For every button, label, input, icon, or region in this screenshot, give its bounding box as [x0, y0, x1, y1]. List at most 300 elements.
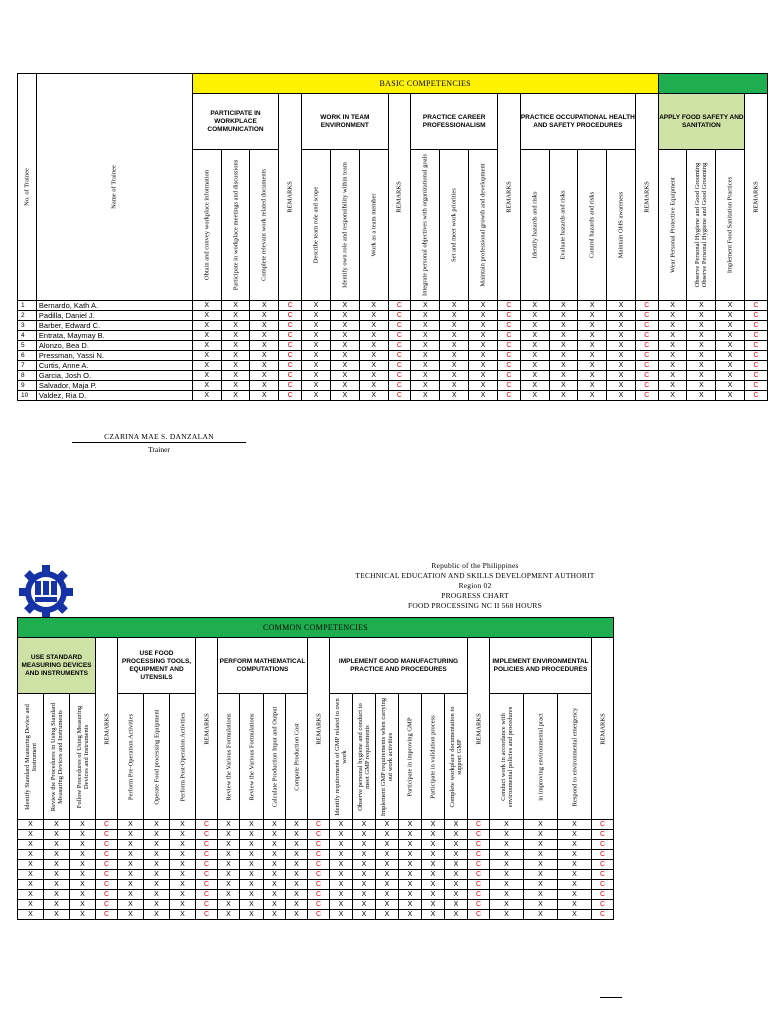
competency-item-header	[399, 694, 422, 820]
mark-cell: X	[192, 361, 221, 371]
mark-cell: X	[144, 890, 170, 900]
mark-cell: X	[578, 361, 607, 371]
table-row	[18, 391, 768, 401]
competency-group-title: APPLY FOOD SAFETY AND SANITATION	[658, 94, 744, 150]
competency-item-header	[144, 694, 170, 820]
mark-cell: X	[302, 371, 331, 381]
mark-cell: X	[218, 830, 240, 840]
mark-cell: X	[399, 910, 422, 920]
mark-cell: X	[440, 311, 469, 321]
mark-cell: X	[330, 830, 353, 840]
mark-cell: X	[716, 381, 745, 391]
mark-cell: X	[520, 381, 549, 391]
competency-item-header-text: Set and meet work priorities	[450, 188, 458, 262]
mark-cell: X	[221, 361, 250, 371]
remark-cell: C	[745, 301, 768, 311]
remark-cell: C	[308, 890, 330, 900]
competency-item-header-wrap	[399, 694, 421, 819]
competency-item-header-wrap	[330, 694, 352, 819]
remark-cell: C	[498, 391, 521, 401]
mark-cell: X	[250, 361, 279, 371]
mark-cell: X	[170, 850, 196, 860]
remark-cell: C	[592, 890, 614, 900]
mark-cell: X	[399, 890, 422, 900]
mark-cell: X	[192, 311, 221, 321]
competency-item-header	[440, 150, 469, 301]
trainee-number: 10	[18, 391, 37, 401]
competency-item-header-text: in improving environmental pract	[537, 712, 544, 801]
competency-item-header-text: Conduct work in accordance with environmental policies and procedures	[499, 706, 514, 807]
mark-cell: X	[118, 850, 144, 860]
competency-item-header-text: Perform Pre-Operation Activities	[127, 713, 134, 800]
mark-cell: X	[286, 860, 308, 870]
mark-cell: X	[558, 860, 592, 870]
competency-item-header-wrap	[687, 150, 715, 300]
header-line: FOOD PROCESSING NC II 568 HOURS	[408, 601, 542, 610]
competency-item-header-wrap	[144, 694, 169, 819]
remark-cell: C	[498, 311, 521, 321]
remark-cell: C	[96, 820, 118, 830]
mark-cell: X	[44, 830, 70, 840]
competency-item-header	[558, 694, 592, 820]
mark-cell: X	[330, 391, 359, 401]
remark-cell: C	[388, 361, 411, 371]
mark-cell: X	[658, 331, 687, 341]
remark-cell: C	[635, 311, 658, 321]
trainee-name: Valdez, Ria D.	[36, 391, 192, 401]
remark-cell: C	[196, 830, 218, 840]
remark-cell: C	[308, 850, 330, 860]
mark-cell: X	[353, 890, 376, 900]
remark-cell: C	[279, 321, 302, 331]
remark-cell: C	[196, 890, 218, 900]
mark-cell: X	[250, 341, 279, 351]
mark-cell: X	[376, 890, 399, 900]
mark-cell: X	[70, 870, 96, 880]
competency-group-title: USE FOOD PROCESSING TOOLS, EQUIPMENT AND UTENSILS	[118, 638, 196, 694]
mark-cell: X	[286, 830, 308, 840]
trainee-name: Padilla, Daniel J.	[36, 311, 192, 321]
competency-item-header-text: Complete workplace documentation to support GMP	[449, 706, 463, 807]
mark-cell: X	[302, 381, 331, 391]
mark-cell: X	[118, 870, 144, 880]
competency-item-header-text: Respond to environmental emergency	[571, 707, 578, 806]
mark-cell: X	[170, 900, 196, 910]
remark-cell: C	[279, 391, 302, 401]
mark-cell: X	[118, 900, 144, 910]
competency-item-header-wrap	[490, 694, 523, 819]
competency-group-title: USE STANDARD MEASURING DEVICES AND INSTRUMENTS	[18, 638, 96, 694]
mark-cell: X	[330, 910, 353, 920]
mark-cell: X	[524, 850, 558, 860]
mark-cell: X	[330, 351, 359, 361]
competency-item-header-wrap	[264, 694, 285, 819]
mark-cell: X	[44, 820, 70, 830]
competency-item-header-text: Perform Post-Operation Activities	[179, 712, 186, 801]
mark-cell: X	[170, 820, 196, 830]
mark-cell: X	[445, 850, 468, 860]
competency-item-header-wrap	[521, 150, 549, 300]
competency-item-header-wrap	[353, 694, 375, 819]
mark-cell: X	[490, 820, 524, 830]
mark-cell: X	[578, 391, 607, 401]
mark-cell: X	[330, 331, 359, 341]
remark-cell: C	[279, 301, 302, 311]
mark-cell: X	[445, 910, 468, 920]
mark-cell: X	[359, 321, 388, 331]
mark-cell: X	[578, 301, 607, 311]
remark-cell: C	[96, 900, 118, 910]
mark-cell: X	[359, 381, 388, 391]
competency-group-title: PERFORM MATHEMATICAL COMPUTATIONS	[218, 638, 308, 694]
remark-cell: C	[308, 820, 330, 830]
remark-cell: C	[592, 820, 614, 830]
mark-cell: X	[118, 820, 144, 830]
remarks-header	[96, 638, 118, 820]
mark-cell: X	[524, 870, 558, 880]
remark-cell: C	[635, 391, 658, 401]
mark-cell: X	[445, 880, 468, 890]
remark-cell: C	[196, 870, 218, 880]
remark-cell: C	[635, 371, 658, 381]
mark-cell: X	[192, 371, 221, 381]
mark-cell: X	[469, 321, 498, 331]
mark-cell: X	[549, 391, 578, 401]
remark-cell: C	[388, 351, 411, 361]
competency-item-header-wrap	[659, 150, 687, 300]
mark-cell: X	[687, 381, 716, 391]
mark-cell: X	[240, 820, 264, 830]
remark-cell: C	[498, 351, 521, 361]
mark-cell: X	[302, 391, 331, 401]
table-row	[18, 860, 614, 870]
competency-item-header-wrap	[607, 150, 635, 300]
mark-cell: X	[192, 381, 221, 391]
mark-cell: X	[18, 830, 44, 840]
no-of-trainee-header	[18, 74, 37, 301]
mark-cell: X	[658, 311, 687, 321]
competency-group-title: IMPLEMENT ENVIRONMENTAL POLICIES AND PROCEDURES	[490, 638, 592, 694]
competency-item-header	[607, 150, 636, 301]
mark-cell: X	[286, 870, 308, 880]
remarks-header-text: REMARKS	[475, 712, 482, 745]
competency-item-header	[490, 694, 524, 820]
mark-cell: X	[440, 351, 469, 361]
mark-cell: X	[445, 840, 468, 850]
remarks-header	[592, 638, 614, 820]
mark-cell: X	[558, 890, 592, 900]
competency-group-title: WORK IN TEAM ENVIRONMENT	[302, 94, 388, 150]
common-competencies-band: COMMON COMPETENCIES	[18, 618, 614, 638]
competency-item-header	[422, 694, 445, 820]
mark-cell: X	[302, 301, 331, 311]
mark-cell: X	[70, 910, 96, 920]
mark-cell: X	[170, 890, 196, 900]
remark-cell: C	[308, 880, 330, 890]
mark-cell: X	[330, 321, 359, 331]
mark-cell: X	[221, 341, 250, 351]
competency-item-header-wrap	[222, 150, 250, 300]
remark-cell: C	[745, 381, 768, 391]
mark-cell: X	[144, 840, 170, 850]
name-of-trainee-header-text: Name of Trainee	[110, 165, 118, 209]
remark-cell: C	[592, 840, 614, 850]
mark-cell: X	[286, 890, 308, 900]
remark-cell: C	[498, 371, 521, 381]
remark-cell: C	[635, 321, 658, 331]
mark-cell: X	[469, 331, 498, 341]
competency-item-header-text: Complete relevant work related documents	[260, 169, 268, 281]
remark-cell: C	[468, 850, 490, 860]
mark-cell: X	[376, 820, 399, 830]
remark-cell: C	[388, 301, 411, 311]
competency-item-header-text: Review the Procedures in Using Standard Measuring Devices and Instruments	[49, 702, 64, 811]
table-row	[18, 331, 768, 341]
mark-cell: X	[520, 361, 549, 371]
competency-item-header-wrap	[411, 150, 439, 300]
competency-item-header	[18, 694, 44, 820]
mark-cell: X	[422, 880, 445, 890]
mark-cell: X	[411, 321, 440, 331]
remark-cell: C	[196, 850, 218, 860]
mark-cell: X	[302, 351, 331, 361]
competency-item-header-text: Implement GMP requirements when carrying out work activities	[380, 697, 394, 816]
mark-cell: X	[218, 850, 240, 860]
mark-cell: X	[549, 371, 578, 381]
mark-cell: X	[422, 860, 445, 870]
mark-cell: X	[221, 371, 250, 381]
remark-cell: C	[468, 860, 490, 870]
mark-cell: X	[658, 321, 687, 331]
mark-cell: X	[716, 321, 745, 331]
mark-cell: X	[170, 860, 196, 870]
mark-cell: X	[250, 391, 279, 401]
trainee-name: Bernardo, Kath A.	[36, 301, 192, 311]
mark-cell: X	[490, 880, 524, 890]
competency-item-header	[264, 694, 286, 820]
mark-cell: X	[578, 371, 607, 381]
mark-cell: X	[376, 860, 399, 870]
competency-item-header	[170, 694, 196, 820]
mark-cell: X	[558, 820, 592, 830]
mark-cell: X	[440, 341, 469, 351]
mark-cell: X	[607, 371, 636, 381]
mark-cell: X	[399, 880, 422, 890]
remark-cell: C	[468, 830, 490, 840]
mark-cell: X	[70, 830, 96, 840]
remark-cell: C	[96, 910, 118, 920]
remark-cell: C	[96, 830, 118, 840]
mark-cell: X	[144, 870, 170, 880]
mark-cell: X	[716, 351, 745, 361]
mark-cell: X	[70, 850, 96, 860]
table-row	[18, 910, 614, 920]
mark-cell: X	[411, 341, 440, 351]
mark-cell: X	[264, 880, 286, 890]
mark-cell: X	[716, 331, 745, 341]
mark-cell: X	[422, 870, 445, 880]
mark-cell: X	[302, 341, 331, 351]
table-row	[18, 900, 614, 910]
mark-cell: X	[264, 860, 286, 870]
mark-cell: X	[118, 860, 144, 870]
mark-cell: X	[192, 341, 221, 351]
remark-cell: C	[388, 381, 411, 391]
mark-cell: X	[192, 391, 221, 401]
table-row	[18, 301, 768, 311]
competency-item-header-wrap	[331, 150, 359, 300]
mark-cell: X	[218, 840, 240, 850]
trainee-name: Garcia, Josh O.	[36, 371, 192, 381]
competency-item-header-wrap	[218, 694, 239, 819]
remark-cell: C	[745, 371, 768, 381]
trainee-number: 6	[18, 351, 37, 361]
mark-cell: X	[716, 301, 745, 311]
mark-cell: X	[422, 910, 445, 920]
competency-item-header-wrap	[550, 150, 578, 300]
mark-cell: X	[118, 910, 144, 920]
trainer-name: CZARINA MAE S. DANZALAN	[72, 432, 246, 443]
no-of-trainee-header-text: No. of Trainee	[23, 168, 31, 206]
mark-cell: X	[520, 301, 549, 311]
remarks-header-wrap	[308, 639, 329, 819]
mark-cell: X	[240, 860, 264, 870]
remarks-header	[745, 94, 768, 301]
competency-item-header	[330, 150, 359, 301]
remark-cell: C	[468, 820, 490, 830]
mark-cell: X	[359, 351, 388, 361]
trainee-name: Salvador, Maja P.	[36, 381, 192, 391]
table-row	[18, 820, 614, 830]
mark-cell: X	[716, 361, 745, 371]
mark-cell: X	[440, 391, 469, 401]
mark-cell: X	[469, 371, 498, 381]
mark-cell: X	[250, 321, 279, 331]
remark-cell: C	[388, 341, 411, 351]
remark-cell: C	[308, 910, 330, 920]
mark-cell: X	[445, 890, 468, 900]
remark-cell: C	[468, 910, 490, 920]
remark-cell: C	[388, 391, 411, 401]
remark-cell: C	[279, 331, 302, 341]
mark-cell: X	[524, 820, 558, 830]
table-row	[18, 830, 614, 840]
mark-cell: X	[353, 820, 376, 830]
mark-cell: X	[286, 840, 308, 850]
mark-cell: X	[359, 311, 388, 321]
mark-cell: X	[549, 311, 578, 321]
mark-cell: X	[399, 860, 422, 870]
mark-cell: X	[250, 381, 279, 391]
competency-item-header-text: Wear Personal Protective Equipment	[669, 177, 677, 273]
remark-cell: C	[279, 381, 302, 391]
mark-cell: X	[192, 331, 221, 341]
competency-item-header	[359, 150, 388, 301]
mark-cell: X	[286, 900, 308, 910]
competency-item-header-text: Identify requirements of GMP related to own work	[334, 697, 348, 816]
mark-cell: X	[250, 301, 279, 311]
mark-cell: X	[221, 351, 250, 361]
mark-cell: X	[607, 321, 636, 331]
mark-cell: X	[687, 391, 716, 401]
competency-group-title: PARTICIPATE IN WORKPLACE COMMUNICATION	[192, 94, 279, 150]
remarks-header-wrap	[745, 122, 767, 272]
mark-cell: X	[549, 351, 578, 361]
remark-cell: C	[308, 830, 330, 840]
mark-cell: X	[520, 351, 549, 361]
mark-cell: X	[687, 371, 716, 381]
trainer-signature-block	[72, 432, 246, 454]
trainee-number: 3	[18, 321, 37, 331]
remark-cell: C	[745, 331, 768, 341]
remark-cell: C	[468, 880, 490, 890]
competency-item-header	[353, 694, 376, 820]
competency-item-header-wrap	[469, 150, 497, 300]
mark-cell: X	[353, 880, 376, 890]
mark-cell: X	[330, 341, 359, 351]
competency-item-header	[549, 150, 578, 301]
competency-item-header	[376, 694, 399, 820]
competency-item-header	[411, 150, 440, 301]
mark-cell: X	[469, 381, 498, 391]
mark-cell: X	[44, 840, 70, 850]
mark-cell: X	[353, 910, 376, 920]
mark-cell: X	[411, 311, 440, 321]
mark-cell: X	[330, 890, 353, 900]
remark-cell: C	[635, 301, 658, 311]
competency-item-header-text: Work as a team member	[370, 193, 378, 257]
mark-cell: X	[607, 341, 636, 351]
mark-cell: X	[170, 840, 196, 850]
mark-cell: X	[607, 311, 636, 321]
competency-item-header-wrap	[376, 694, 398, 819]
remark-cell: C	[196, 900, 218, 910]
mark-cell: X	[302, 361, 331, 371]
mark-cell: X	[330, 820, 353, 830]
mark-cell: X	[399, 820, 422, 830]
competency-item-header-wrap	[422, 694, 444, 819]
competency-group-title: IMPLEMENT GOOD MANUFACTURING PRACTICE AND PROCEDURES	[330, 638, 468, 694]
remark-cell: C	[96, 850, 118, 860]
competency-item-header-text: Review the Various Formulations	[248, 712, 255, 801]
mark-cell: X	[264, 830, 286, 840]
mark-cell: X	[359, 371, 388, 381]
competency-item-header	[520, 150, 549, 301]
mark-cell: X	[687, 341, 716, 351]
competency-item-header	[118, 694, 144, 820]
mark-cell: X	[18, 850, 44, 860]
remark-cell: C	[468, 890, 490, 900]
remark-cell: C	[498, 331, 521, 341]
mark-cell: X	[44, 880, 70, 890]
competency-item-header	[221, 150, 250, 301]
mark-cell: X	[490, 860, 524, 870]
mark-cell: X	[687, 361, 716, 371]
remarks-header-text: REMARKS	[103, 712, 110, 745]
mark-cell: X	[376, 870, 399, 880]
trainee-name: Barber, Edward C.	[36, 321, 192, 331]
competency-item-header	[716, 150, 745, 301]
mark-cell: X	[221, 311, 250, 321]
mark-cell: X	[658, 371, 687, 381]
competency-item-header-text: Observe personal hygiene and conduct to meet GMP requirements	[357, 702, 371, 811]
mark-cell: X	[118, 840, 144, 850]
remark-cell: C	[592, 880, 614, 890]
table-row	[18, 890, 614, 900]
mark-cell: X	[520, 391, 549, 401]
mark-cell: X	[250, 331, 279, 341]
remark-cell: C	[279, 371, 302, 381]
